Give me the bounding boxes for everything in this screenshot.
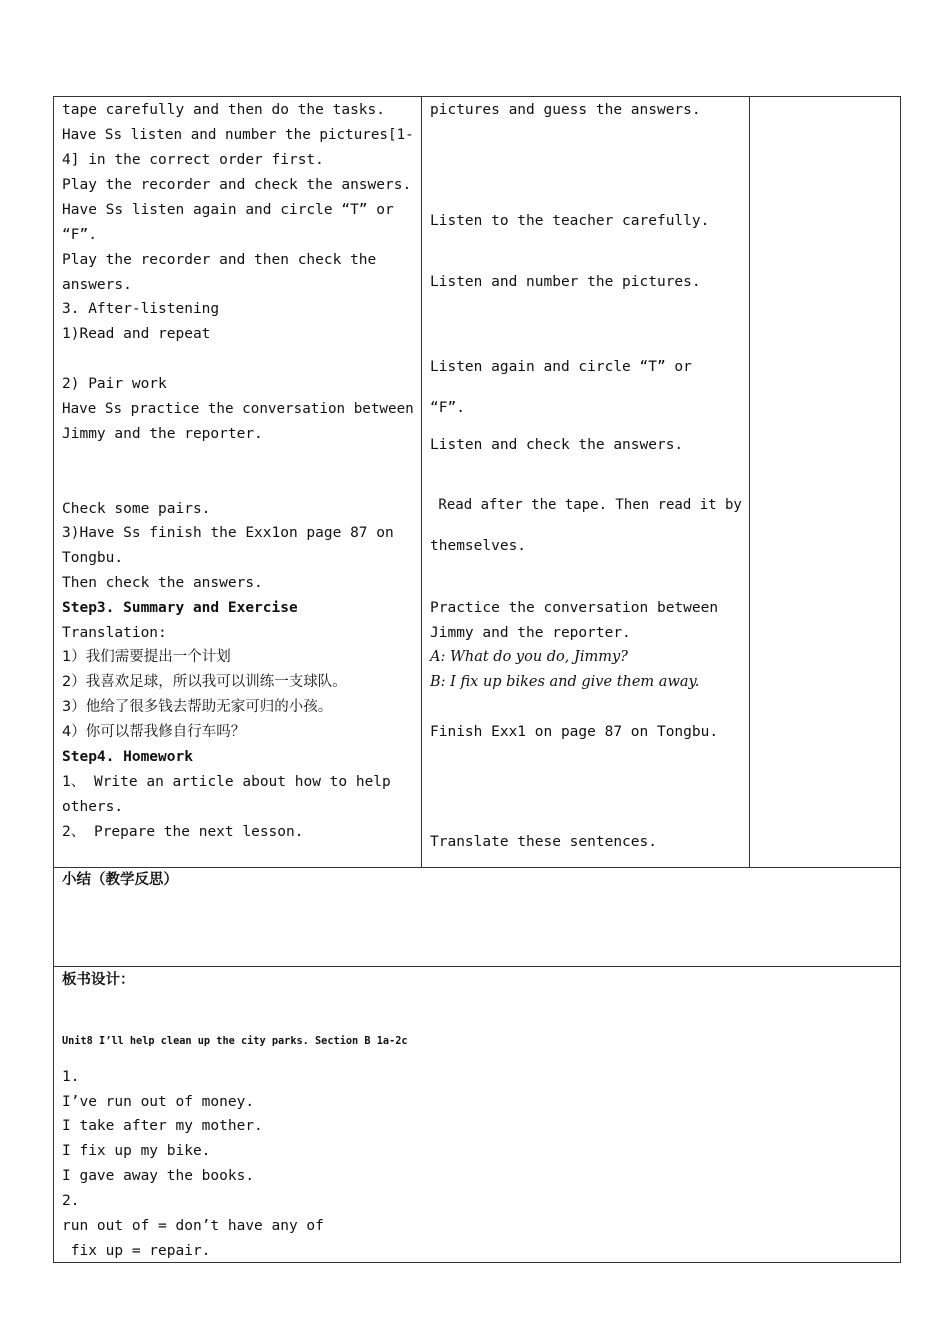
procedure-line: Play the recorder and check the answers. xyxy=(62,177,412,193)
column-divider-1 xyxy=(421,97,422,867)
procedure-line: “F”. xyxy=(62,227,97,243)
board-line: 2. xyxy=(62,1193,80,1209)
procedure-line: 3)Have Ss finish the Exx1on page 87 on xyxy=(62,525,394,541)
procedure-line: 1、 Write an article about how to help xyxy=(62,774,391,790)
dialogue-line: B: I fix up bikes and give them away. xyxy=(430,674,700,690)
translation-item: 2）我喜欢足球，所以我可以训练一支球队。 xyxy=(62,674,347,690)
procedure-line: tape carefully and then do the tasks. xyxy=(62,102,386,118)
procedure-line: answers. xyxy=(62,277,132,293)
translation-item: 4）你可以帮我修自行车吗？ xyxy=(62,724,246,740)
student-activity-line: “F”. xyxy=(430,400,465,416)
row-divider-board xyxy=(54,966,900,967)
procedure-line: 2) Pair work xyxy=(62,376,167,392)
procedure-line: 3. After-listening xyxy=(62,301,220,317)
procedure-line: Have Ss practice the conversation between xyxy=(62,401,414,417)
board-line: I gave away the books. xyxy=(62,1168,255,1184)
student-activity-line: Listen again and circle “T” or xyxy=(430,359,692,375)
student-activity-line: Finish Exx1 on page 87 on Tongbu. xyxy=(430,724,719,740)
procedure-line: Then check the answers. xyxy=(62,575,263,591)
procedure-line: others. xyxy=(62,799,124,815)
board-line: I’ve run out of money. xyxy=(62,1094,255,1110)
procedure-line: Have Ss listen and number the pictures[1- xyxy=(62,127,414,143)
procedure-line: 4] in the correct order first. xyxy=(62,152,324,168)
procedure-line: Jimmy and the reporter. xyxy=(62,426,263,442)
step3-heading: Step3. Summary and Exercise xyxy=(62,600,298,616)
board-line: I fix up my bike. xyxy=(62,1143,211,1159)
translation-item: 1）我们需要提出一个计划 xyxy=(62,649,231,665)
row-divider-summary xyxy=(54,867,900,868)
procedure-line: Have Ss listen again and circle “T” or xyxy=(62,202,394,218)
board-line: fix up = repair. xyxy=(62,1243,211,1259)
board-line: run out of = don’t have any of xyxy=(62,1218,324,1234)
student-activity-line: Translate these sentences. xyxy=(430,834,657,850)
dialogue-line: A: What do you do, Jimmy? xyxy=(430,649,628,665)
step4-heading: Step4. Homework xyxy=(62,749,193,765)
procedure-line: Check some pairs. xyxy=(62,501,211,517)
student-activity-line: Read after the tape. Then read it by xyxy=(430,497,742,513)
procedure-line: Translation: xyxy=(62,625,167,641)
board-line: 1. xyxy=(62,1069,80,1085)
student-activity-line: Jimmy and the reporter. xyxy=(430,625,631,641)
summary-label: 小结（教学反思） xyxy=(62,872,178,888)
procedure-line: Tongbu. xyxy=(62,550,124,566)
student-activity-line: Listen to the teacher carefully. xyxy=(430,213,710,229)
procedure-line: 2、 Prepare the next lesson. xyxy=(62,824,304,840)
board-title: Unit8 I’ll help clean up the city parks. Section B 1a-2c xyxy=(62,1035,408,1047)
student-activity-line: Listen and check the answers. xyxy=(430,437,684,453)
student-activity-line: Listen and number the pictures. xyxy=(430,274,701,290)
student-activity-line: Practice the conversation between xyxy=(430,600,719,616)
board-line: I take after my mother. xyxy=(62,1118,263,1134)
student-activity-line: pictures and guess the answers. xyxy=(430,102,701,118)
column-divider-2 xyxy=(749,97,750,867)
student-activity-line: themselves. xyxy=(430,538,527,554)
board-design-label: 板书设计： xyxy=(62,972,135,988)
translation-item: 3）他给了很多钱去帮助无家可归的小孩。 xyxy=(62,699,333,715)
procedure-line: Play the recorder and then check the xyxy=(62,252,377,268)
procedure-line: 1)Read and repeat xyxy=(62,326,211,342)
